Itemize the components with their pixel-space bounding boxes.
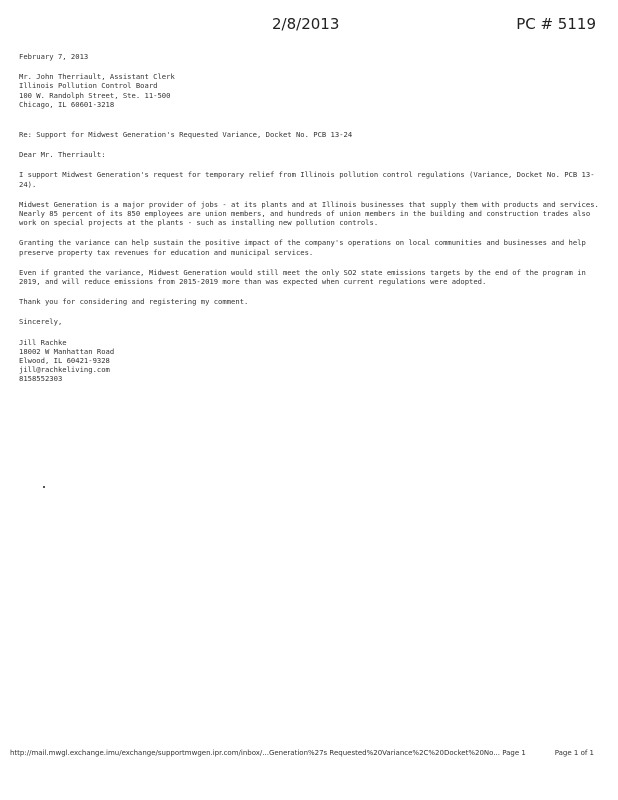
signature-line: 8158552303 bbox=[19, 374, 63, 384]
body-paragraph: Midwest Generation is a major provider of jobs - at its plants and at Illinois businesses that supply them with products and services. Nearly 85 percent of its 850 employees are union members, and hundreds of union members in the building and construction trades also work on special projects at the plants - such as installing new pollution controls. bbox=[19, 199, 599, 228]
body-paragraph: I support Midwest Generation's request for temporary relief from Illinois pollution control regulations (Variance, Docket No. PCB 13-24). bbox=[19, 170, 595, 189]
letter-body bbox=[19, 52, 599, 384]
body-paragraph: Granting the variance can help sustain the positive impact of the company's operations on local communities and businesses and help preserve property tax revenues for education and municipal services. bbox=[19, 238, 586, 257]
recipient-line: Chicago, IL 60601-3218 bbox=[19, 99, 115, 109]
date-stamp: 2/8/2013 bbox=[272, 15, 340, 33]
signature-line: jill@rachkeliving.com bbox=[19, 365, 110, 375]
print-footer bbox=[10, 749, 594, 757]
recipient-line: 100 W. Randolph Street, Ste. 11-500 bbox=[19, 90, 171, 100]
salutation: Dear Mr. Therriault: bbox=[19, 150, 106, 160]
closing: Sincerely, bbox=[19, 317, 63, 327]
footer-url: http://mail.mwgl.exchange.imu/exchange/supportmwgen.ipr.com/inbox/...Generation%27s Requested%20Variance%2C%20Docket%20No... Page 1 bbox=[10, 749, 526, 757]
footer-page-number: Page 1 of 1 bbox=[554, 749, 594, 757]
body-paragraph: Even if granted the variance, Midwest Generation would still meet the only SO2 state emissions targets by the end of the program in 2019, and will reduce emissions from 2015-2019 more than was expected when current regulations were adopted. bbox=[19, 267, 586, 287]
recipient-line: Mr. John Therriault, Assistant Clerk bbox=[19, 72, 175, 82]
body-paragraph: Thank you for considering and registering my comment. bbox=[19, 297, 249, 307]
signature-line: 18002 W Manhattan Road bbox=[19, 346, 115, 356]
signature-line: Jill Rachke bbox=[19, 337, 67, 347]
signature-block bbox=[19, 338, 599, 384]
recipient-line: Illinois Pollution Control Board bbox=[19, 81, 158, 91]
pc-number-stamp: PC # 5119 bbox=[516, 15, 596, 33]
scan-speck bbox=[43, 486, 45, 488]
signature-line: Elwood, IL 60421-9328 bbox=[19, 356, 110, 366]
subject-line: Re: Support for Midwest Generation's Requested Variance, Docket No. PCB 13-24 bbox=[19, 130, 353, 140]
letter-date: February 7, 2013 bbox=[19, 52, 89, 61]
